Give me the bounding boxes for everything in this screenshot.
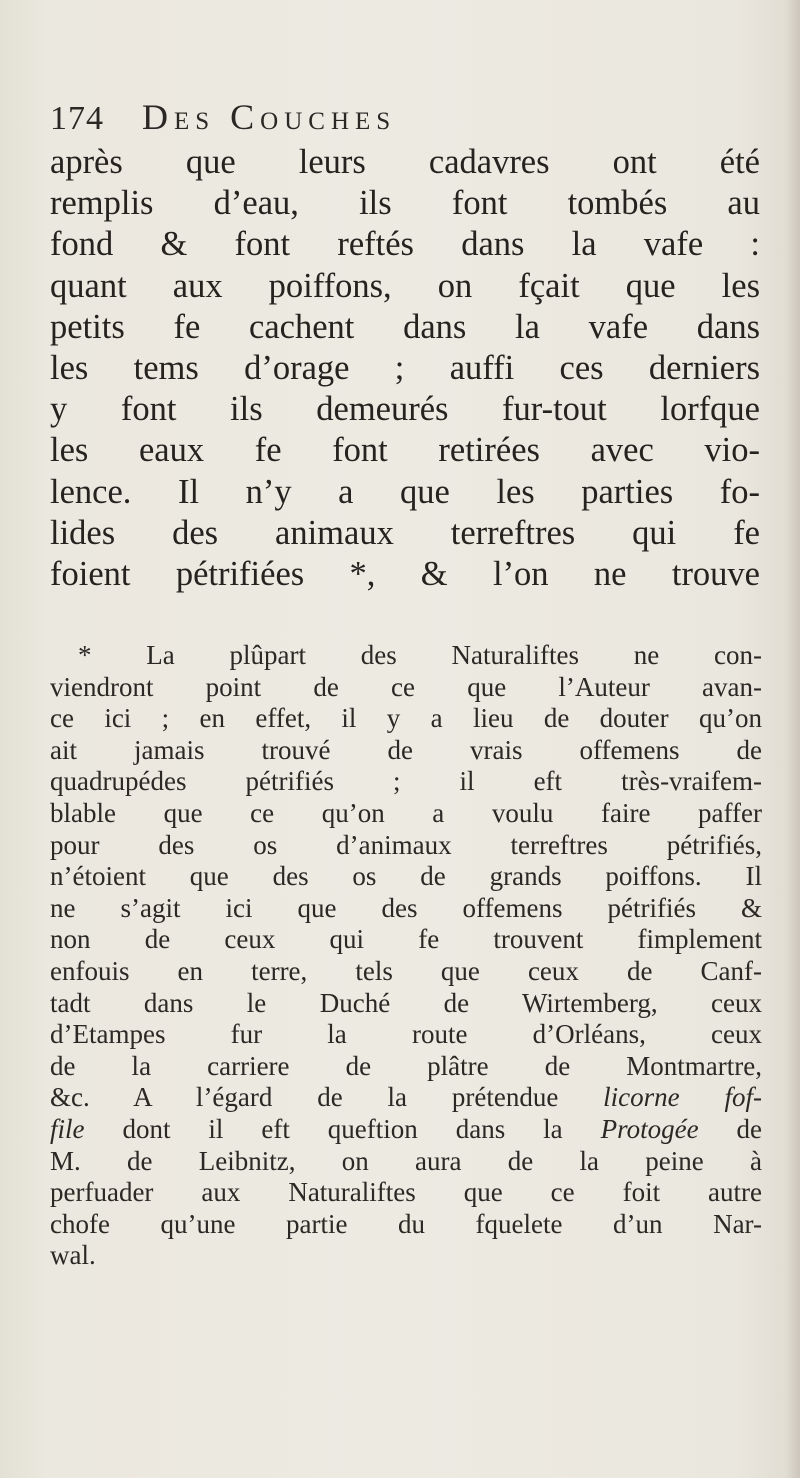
- footnote-line: [50, 1082, 762, 1114]
- text-line: lides des animaux terreftres qui fe: [50, 513, 760, 552]
- footnote-line: ait jamais trouvé de vrais offemens de: [50, 734, 762, 765]
- page-number: 174: [50, 100, 104, 137]
- footnote-line: non de ceux qui fe trouvent fimplement: [50, 924, 762, 955]
- text-line: y font ils demeurés fur-tout lorfque: [50, 390, 760, 429]
- footnote: [50, 640, 762, 1272]
- footnote-line: perfuader aux Naturaliftes que ce foit autre: [50, 1177, 762, 1208]
- footnote-line: blable que ce qu’on a voulu faire paffer: [50, 797, 762, 828]
- footnote-line: tadt dans le Duché de Wirtemberg, ceux: [50, 987, 762, 1018]
- footnote-line: [50, 1114, 762, 1146]
- text-line: après que leurs cadavres ont été: [50, 143, 760, 181]
- footnote-line: n’étoient que des os de grands poiffons. Il: [50, 861, 762, 892]
- footnote-line: d’Etampes fur la route d’Orléans, ceux: [50, 1019, 762, 1050]
- footnote-text: &c. A l’égard de la prétendue: [50, 1082, 559, 1113]
- footnote-line: quadrupédes pétrifiés ; il eft très-vraifem-: [50, 766, 762, 797]
- running-head-title: Des Couches: [142, 97, 397, 137]
- main-text-body: [50, 142, 760, 595]
- footnote-line: * La plûpart des Naturaliftes ne con-: [78, 640, 762, 670]
- footnote-text: de: [736, 1113, 763, 1144]
- text-line: fond & font reftés dans la vafe :: [50, 225, 760, 264]
- footnote-line: ce ici ; en effet, il y a lieu de douter qu’on: [50, 703, 762, 734]
- footnote-text: dont il eft queftion dans la: [122, 1113, 563, 1144]
- text-line: les tems d’orage ; auffi ces derniers: [50, 349, 760, 388]
- text-line: lence. Il n’y a que les parties fo-: [50, 472, 760, 511]
- italic-term: licorne fof-: [603, 1082, 762, 1113]
- italic-term: file: [50, 1113, 85, 1144]
- footnote-line: M. de Leibnitz, on aura de la peine à: [50, 1145, 762, 1176]
- footnote-line: enfouis en terre, tels que ceux de Canf-: [50, 955, 762, 986]
- text-line: les eaux fe font retirées avec vio-: [50, 431, 760, 470]
- footnote-line: de la carriere de plâtre de Montmartre,: [50, 1050, 762, 1081]
- footnote-line: viendront point de ce que l’Auteur avan-: [50, 671, 762, 702]
- footnote-line: wal.: [50, 1240, 96, 1271]
- page-edge-shadow: [786, 0, 800, 1478]
- text-line: foient pétrifiées *, & l’on ne trouve: [50, 555, 760, 594]
- text-line: remplis d’eau, ils font tombés au: [50, 184, 760, 223]
- text-line: quant aux poiffons, on fçait que les: [50, 266, 760, 305]
- text-line: petits fe cachent dans la vafe dans: [50, 307, 760, 346]
- footnote-line: ne s’agit ici que des offemens pétrifiés &: [50, 892, 762, 923]
- running-head: [50, 96, 690, 146]
- footnote-line: chofe qu’une partie du fquelete d’un Nar-: [50, 1208, 762, 1239]
- italic-title: Protogée: [600, 1113, 699, 1144]
- footnote-line: pour des os d’animaux terreftres pétrifiés,: [50, 829, 762, 860]
